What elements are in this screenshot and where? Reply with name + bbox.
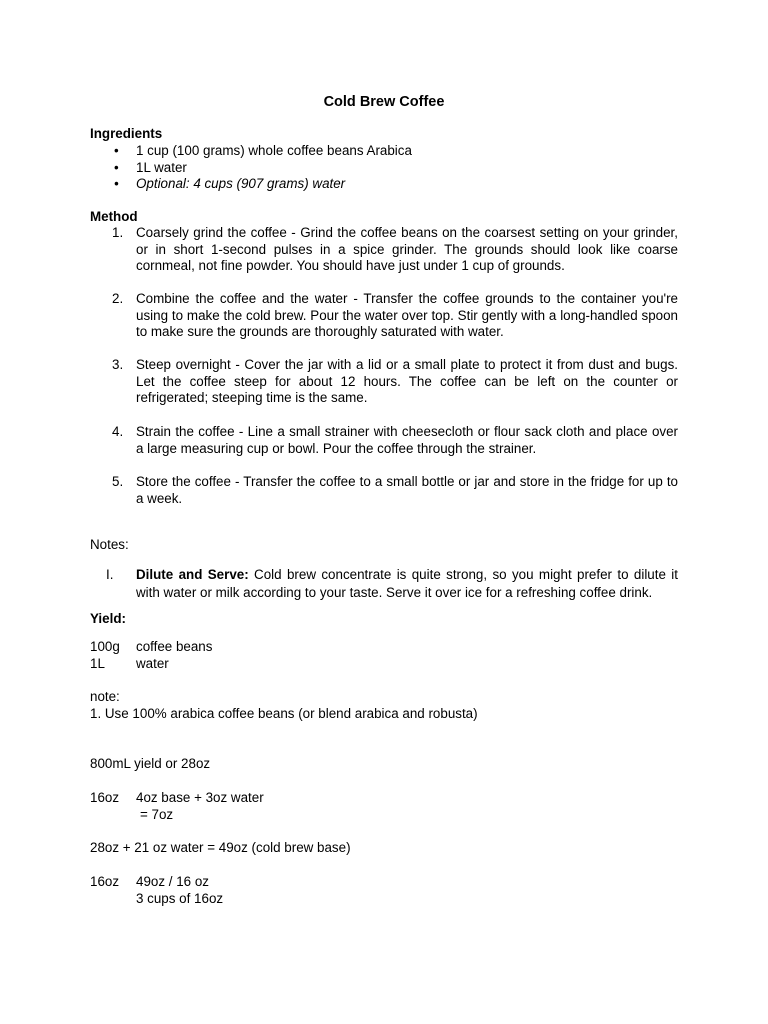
note-body: Cold brew concentrate is quite strong, so you might prefer to dilute it with water or milk according to your taste. Serve it over ice for a refreshing coffee drink. (136, 567, 678, 600)
step-text: Strain the coffee - Line a small strainer with cheesecloth or flour sack cloth and place over a large measuring cup or bowl. Pour the coffee through the strainer. (136, 424, 678, 456)
method-step (90, 474, 678, 507)
method-step (90, 291, 678, 341)
calc-amount: 16oz (90, 790, 120, 805)
step-text: Combine the coffee and the water - Transfer the coffee grounds to the container you're using to make the cold brew. Pour the water over top. Stir gently with a long-handled spoon to make sure the grounds are thoroughly saturated with water. (136, 291, 678, 339)
calc-amount: 16oz (90, 874, 120, 889)
yield-item: water (136, 656, 169, 671)
ingredients-list (114, 143, 412, 193)
method-step (90, 225, 678, 275)
note-label: Dilute and Serve: (136, 567, 249, 582)
calc-text: = 7oz (140, 807, 174, 822)
calc-line: 28oz + 21 oz water = 49oz (cold brew base) (90, 840, 351, 855)
calc-text: 49oz / 16 oz (136, 874, 209, 889)
step-number: 3. (112, 357, 124, 372)
ingredient-item: • 1 cup (100 grams) whole coffee beans Arabica (114, 143, 412, 160)
method-step (90, 357, 678, 407)
ingredients-heading: Ingredients (90, 126, 163, 141)
step-number: 5. (112, 474, 124, 489)
step-text: Steep overnight - Cover the jar with a lid or a small plate to protect it from dust and bugs. Let the coffee steep for about 12 hours. The coffee can be left on the counter or refrigerated; steeping time is the same. (136, 357, 678, 405)
yield-amount: 1L (90, 656, 105, 671)
yield-line: 800mL yield or 28oz (90, 756, 211, 771)
document-title: Cold Brew Coffee (323, 94, 445, 110)
notes-heading: Notes: (90, 537, 129, 552)
note-line: 1. Use 100% arabica coffee beans (or blend arabica and robusta) (90, 706, 478, 721)
yield-heading: Yield: (90, 611, 126, 626)
yield-item: coffee beans (136, 639, 213, 654)
step-number: 1. (112, 225, 124, 240)
calc-text: 4oz base + 3oz water (136, 790, 264, 805)
yield-amount: 100g (90, 639, 120, 654)
step-text: Coarsely grind the coffee - Grind the coffee beans on the coarsest setting on your grinder, or in short 1-second pulses in a spice grinder. The grounds should look like coarse cornmeal, not fine powder. You should have just under 1 cup of grounds. (136, 225, 678, 273)
method-heading: Method (90, 209, 138, 224)
note-text (136, 566, 678, 601)
method-step (90, 424, 678, 457)
note-label: note: (90, 689, 120, 704)
calc-text: 3 cups of 16oz (136, 891, 224, 906)
note-item (90, 566, 678, 601)
note-number: I. (106, 567, 114, 582)
step-number: 4. (112, 424, 124, 439)
step-number: 2. (112, 291, 124, 306)
step-text: Store the coffee - Transfer the coffee to a small bottle or jar and store in the fridge for up to a week. (136, 474, 678, 506)
ingredient-item-optional: • Optional: 4 cups (907 grams) water (114, 176, 412, 193)
ingredient-item: • 1L water (114, 160, 412, 177)
